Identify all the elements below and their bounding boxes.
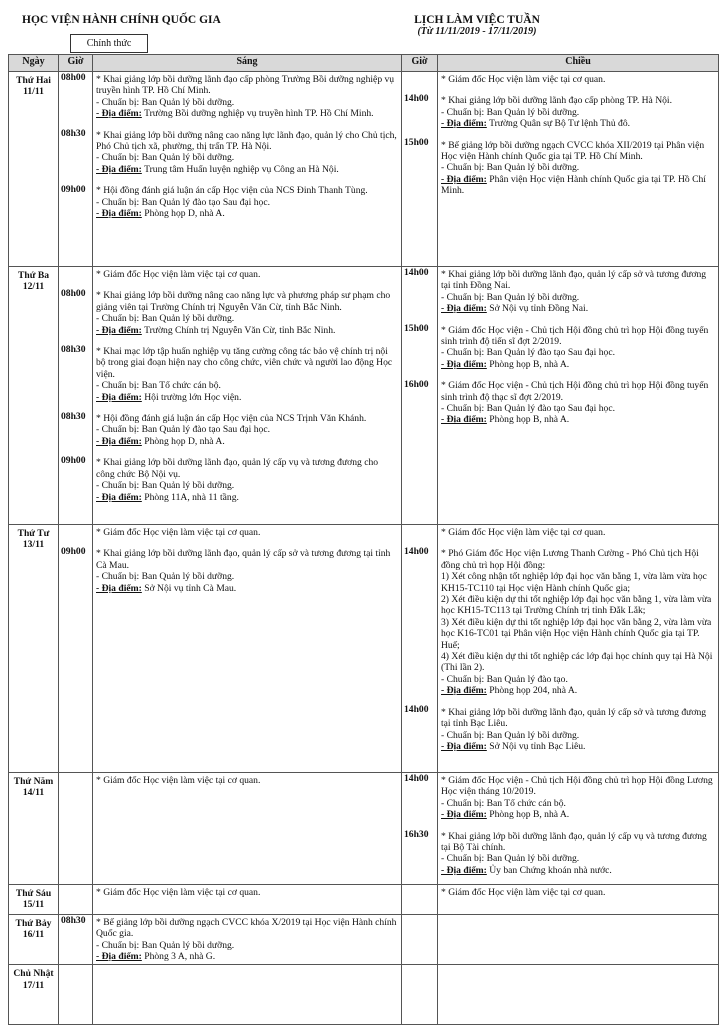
- day-cell: [9, 965, 59, 1025]
- place-label: - Địa điểm:: [441, 809, 487, 821]
- day-date: 12/11: [22, 281, 45, 293]
- prep-label: - Chuẩn bị:: [441, 162, 485, 174]
- time-label: 09h00: [61, 184, 86, 195]
- entry-place: [96, 325, 398, 336]
- entry-text: * Khai giảng lớp bồi dưỡng lãnh đạo, quản lý cấp sở và tương đương tại tỉnh Bạc Liêu.: [441, 706, 707, 730]
- day-date: 17/11: [22, 979, 45, 991]
- day-name: Thứ Hai: [16, 75, 51, 86]
- place-value: Phòng họp B, nhà A.: [489, 358, 570, 370]
- org-name: HỌC VIỆN HÀNH CHÍNH QUỐC GIA: [22, 14, 221, 26]
- entry-place: [441, 118, 715, 129]
- prep-value: Ban Quản lý bồi dưỡng.: [141, 96, 235, 108]
- schedule-entry: [96, 887, 398, 898]
- place-label: - Địa điểm:: [96, 491, 142, 503]
- entry-time: [404, 72, 435, 83]
- prep-value: Ban Quản lý bồi dưỡng.: [141, 152, 235, 164]
- morning-cell: [93, 773, 402, 885]
- entry-prep: [96, 313, 398, 324]
- schedule-entry: [441, 95, 715, 129]
- table-header-row: [9, 55, 719, 72]
- prep-label: - Chuẩn bị:: [96, 96, 140, 108]
- time-label: 16h30: [404, 829, 429, 840]
- entry-place: [441, 809, 715, 820]
- place-label: - Địa điểm:: [441, 864, 487, 876]
- entry-place: [96, 951, 398, 962]
- entry-text: * Hội đồng đánh giá luận án cấp Học viện của NCS Đinh Thanh Tùng.: [96, 185, 368, 197]
- entry-place: [441, 303, 715, 314]
- entry-text: * Giám đốc Học viện làm việc tại cơ quan.: [96, 887, 261, 898]
- entry-place: [96, 583, 398, 594]
- morning-time-cell: [59, 525, 93, 773]
- place-value: Trung tâm Huấn luyện nghiệp vụ Công an Hà Nội.: [144, 163, 339, 175]
- entry-time: [61, 288, 90, 334]
- status-badge: Chính thức: [70, 34, 148, 53]
- prep-label: - Chuẩn bị:: [96, 939, 140, 951]
- entry-text: * Khai giảng lớp bồi dưỡng lãnh đạo, quản lý cấp vụ và tương đương cho công chức Bộ Nội vụ.: [96, 457, 379, 480]
- entry-time: [404, 379, 435, 425]
- prep-label: - Chuẩn bị:: [441, 729, 485, 741]
- place-value: Ủy ban Chứng khoán nhà nước.: [489, 864, 612, 876]
- entry-prep: [441, 347, 715, 358]
- morning-cell: [93, 965, 402, 1025]
- day-name: Thứ Sáu: [15, 888, 52, 899]
- entry-prep: [96, 152, 398, 163]
- schedule-entry: [441, 775, 715, 821]
- entry-prep: [441, 162, 715, 173]
- time-label: 09h00: [61, 455, 86, 466]
- entry-place: [441, 414, 715, 425]
- prep-value: Ban Quản lý bồi dưỡng.: [486, 106, 580, 118]
- place-value: Sở Nội vụ tỉnh Bạc Liêu.: [489, 740, 586, 752]
- entry-text: * Bế giảng lớp bồi dưỡng ngạch CVCC khóa X/2019 tại Học viện Hành chính Quốc gia.: [96, 916, 397, 940]
- afternoon-time-cell: [402, 965, 438, 1025]
- place-label: - Địa điểm:: [441, 414, 487, 426]
- day-row: [9, 525, 719, 773]
- place-label: - Địa điểm:: [441, 118, 487, 130]
- prep-label: - Chuẩn bị:: [96, 313, 140, 325]
- time-label: 08h30: [61, 914, 86, 926]
- entry-time: [404, 137, 435, 194]
- entry-text: * Bế giảng lớp bồi dưỡng ngạch CVCC khóa XII/2019 tại Phân viện Học viện Hành chính Quốc gia tại TP. Hồ Chí Minh.: [441, 139, 705, 163]
- morning-time-cell: [59, 267, 93, 525]
- entry-time: [61, 525, 90, 536]
- afternoon-cell: [438, 885, 719, 915]
- entry-text: * Giám đốc Học viện - Chủ tịch Hội đồng chủ trì họp Hội đồng tuyển sinh trình độ tiến sĩ đợt 2/2019.: [441, 324, 709, 348]
- prep-value: Ban Quản lý bồi dưỡng.: [141, 939, 235, 951]
- entry-time: [61, 267, 90, 278]
- prep-value: Ban Quản lý đào tạo.: [486, 673, 568, 685]
- day-cell: [9, 525, 59, 773]
- schedule-entry: [441, 325, 715, 371]
- place-label: - Địa điểm:: [441, 303, 487, 315]
- day-cell: [9, 773, 59, 885]
- time-label: 14h00: [404, 93, 429, 104]
- place-value: Phòng họp B, nhà A.: [489, 414, 570, 426]
- schedule-entry: [96, 290, 398, 336]
- prep-value: Ban Quản lý bồi dưỡng.: [141, 480, 235, 492]
- schedule-entry: [441, 831, 715, 877]
- day-name: Thứ Bảy: [15, 917, 52, 929]
- schedule-entry: [441, 887, 715, 898]
- place-value: Phòng họp B, nhà A.: [489, 809, 570, 821]
- entry-prep: [441, 292, 715, 303]
- morning-time-cell: [59, 885, 93, 915]
- entry-text: * Khai giảng lớp bồi dưỡng nâng cao năng lực lãnh đạo, quản lý cho Chủ tịch, Phó Chủ tịch xã, phường, thị trấn TP. Hà Nội.: [96, 129, 397, 153]
- day-cell: [9, 72, 59, 267]
- entry-prep: [441, 674, 715, 685]
- time-label: 14h00: [404, 546, 429, 557]
- place-label: - Địa điểm:: [96, 163, 142, 175]
- schedule-entry: [96, 346, 398, 403]
- entry-place: [96, 392, 398, 403]
- afternoon-time-cell: [402, 885, 438, 915]
- afternoon-cell: [438, 965, 719, 1025]
- place-label: - Địa điểm:: [96, 582, 142, 594]
- entry-time: [61, 915, 90, 961]
- schedule-entry: [96, 527, 398, 538]
- day-cell: [9, 885, 59, 915]
- prep-value: Ban Quản lý bồi dưỡng.: [486, 853, 580, 865]
- prep-label: - Chuẩn bị:: [96, 152, 140, 164]
- schedule-table: [8, 54, 719, 1025]
- entry-time: [404, 704, 435, 750]
- entry-place: [441, 865, 715, 876]
- place-value: Phòng 3 A, nhà G.: [144, 951, 216, 963]
- schedule-entry: [96, 917, 398, 963]
- entry-prep: [96, 380, 398, 391]
- entry-text: * Khai mạc lớp tập huấn nghiệp vụ tăng cường công tác bảo vệ chính trị nội bộ trong giai đoạn hiện nay cho công chức, viên chức và người lao động Học viện.: [96, 346, 393, 380]
- schedule-entry: [441, 140, 715, 197]
- day-cell: [9, 267, 59, 525]
- entry-prep: [96, 197, 398, 208]
- place-value: Trường Bồi dưỡng nghiệp vụ truyền hình TP. Hồ Chí Minh.: [144, 108, 374, 120]
- entry-line: 1) Xét công nhận tốt nghiệp lớp đại học văn bằng 1, vừa làm vừa học KH15-TC110 tại Học viện Hành chính Quốc gia;: [441, 571, 707, 594]
- place-label: - Địa điểm:: [441, 685, 487, 697]
- col-morning: Sáng: [93, 55, 402, 72]
- entry-text: * Giám đốc Học viện - Chủ tịch Hội đồng chủ trì họp Hội đồng tuyển sinh trình độ thạc sĩ đợt 2/2019.: [441, 380, 709, 403]
- entry-prep: [96, 480, 398, 491]
- schedule-entry: [96, 548, 398, 594]
- entry-time: [404, 267, 435, 313]
- prep-label: - Chuẩn bị:: [96, 196, 140, 208]
- schedule-body: [9, 72, 719, 1025]
- day-date: 14/11: [22, 787, 45, 799]
- entry-time: [61, 411, 90, 445]
- place-label: - Địa điểm:: [96, 951, 142, 963]
- entry-place: [96, 108, 398, 119]
- entry-text: * Giám đốc Học viện - Chủ tịch Hội đồng chủ trì họp Hội đồng Lương Học viện tháng 10/2019.: [441, 775, 713, 798]
- entry-time: [61, 184, 90, 218]
- time-label: 14h00: [404, 773, 429, 784]
- day-row: [9, 965, 719, 1025]
- place-value: Trường Chính trị Nguyễn Văn Cừ, tỉnh Bắc Ninh.: [144, 324, 336, 336]
- prep-label: - Chuẩn bị:: [96, 571, 140, 583]
- schedule-title: [392, 14, 562, 37]
- prep-value: Ban Quản lý bồi dưỡng.: [141, 313, 235, 325]
- prep-value: Ban Quản lý đào tạo Sau đại học.: [486, 403, 615, 415]
- schedule-entry: [96, 130, 398, 176]
- schedule-entry: [441, 707, 715, 753]
- entry-text: * Khai giảng lớp bồi dưỡng lãnh đạo cấp phòng TP. Hà Nội.: [441, 95, 672, 107]
- prep-label: - Chuẩn bị:: [441, 403, 485, 415]
- entry-prep: [441, 730, 715, 741]
- day-date: 11/11: [23, 86, 44, 98]
- place-value: Phòng họp D, nhà A.: [144, 208, 225, 220]
- place-value: Hội trường lớn Học viện.: [144, 391, 242, 403]
- time-label: 15h00: [404, 137, 429, 148]
- morning-cell: [93, 885, 402, 915]
- afternoon-time-cell: [402, 914, 438, 965]
- entry-prep: [441, 107, 715, 118]
- morning-cell: [93, 72, 402, 267]
- schedule-entry: [96, 457, 398, 503]
- morning-cell: [93, 914, 402, 965]
- place-label: - Địa điểm:: [96, 208, 142, 220]
- entry-time: [61, 773, 90, 784]
- time-label: 08h30: [61, 344, 86, 355]
- morning-time-cell: [59, 914, 93, 965]
- morning-time-cell: [59, 773, 93, 885]
- entry-text: * Giám đốc Học viện làm việc tại cơ quan.: [441, 74, 606, 85]
- place-label: - Địa điểm:: [96, 108, 142, 120]
- title-text: LỊCH LÀM VIỆC TUẦN: [414, 14, 540, 26]
- prep-label: - Chuẩn bị:: [96, 480, 140, 492]
- morning-cell: [93, 267, 402, 525]
- entry-time: [61, 885, 90, 896]
- entry-text: * Phó Giám đốc Học viện Lương Thanh Cường - Phó Chủ tịch Hội đồng chủ trì họp Hội đồng:: [441, 548, 699, 571]
- schedule-entry: [96, 269, 398, 280]
- day-date: 13/11: [22, 539, 45, 551]
- place-value: Sở Nội vụ tỉnh Cà Mau.: [144, 582, 237, 594]
- entry-prep: [96, 97, 398, 108]
- morning-time-cell: [59, 72, 93, 267]
- prep-label: - Chuẩn bị:: [96, 380, 140, 392]
- schedule-entry: [96, 185, 398, 219]
- time-label: 08h30: [61, 128, 86, 139]
- entry-place: [96, 208, 398, 219]
- prep-value: Ban Quản lý đào tạo Sau đại học.: [141, 196, 270, 208]
- day-cell: [9, 914, 59, 965]
- place-value: Phân viện Học viện Hành chính Quốc gia tại TP. Hồ Chí Minh.: [441, 173, 706, 197]
- day-row: [9, 267, 719, 525]
- col-day: Ngày: [9, 55, 59, 72]
- time-label: 16h00: [404, 379, 429, 390]
- entry-prep: [441, 798, 715, 809]
- entry-time: [404, 773, 435, 819]
- day-row: [9, 72, 719, 267]
- prep-value: Ban Quản lý bồi dưỡng.: [486, 291, 580, 303]
- time-label: 09h00: [61, 546, 86, 557]
- col-time-morning: Giờ: [59, 55, 93, 72]
- prep-label: - Chuẩn bị:: [441, 347, 485, 359]
- schedule-entry: [441, 527, 715, 538]
- time-label: 15h00: [404, 323, 429, 334]
- schedule-entry: [96, 74, 398, 120]
- entry-time: [404, 525, 435, 536]
- day-row: [9, 914, 719, 965]
- place-value: Phòng họp 204, nhà A.: [489, 685, 578, 697]
- afternoon-time-cell: [402, 72, 438, 267]
- entry-text: * Khai giảng lớp bồi dưỡng lãnh đạo, quản lý cấp vụ và tương đương tại Bộ Tài chính.: [441, 830, 707, 854]
- prep-label: - Chuẩn bị:: [441, 797, 485, 809]
- place-label: - Địa điểm:: [96, 324, 142, 336]
- day-date: 15/11: [22, 899, 45, 911]
- entry-time: [404, 93, 435, 127]
- entry-line: 4) Xét điều kiện dự thi tốt nghiệp các lớp đại học chính quy tại Hà Nội (Thi lần 2).: [441, 651, 713, 674]
- entry-text: * Khai giảng lớp bồi dưỡng lãnh đạo, quản lý cấp sở và tương đương tại tỉnh Cà Mau.: [96, 548, 391, 571]
- morning-time-cell: [59, 965, 93, 1025]
- prep-label: - Chuẩn bị:: [96, 424, 140, 436]
- entry-line: 3) Xét điều kiện dự thi tốt nghiệp lớp đại học văn bằng 2, vừa làm vừa học K16-TC01 tại Phân viện Học viện Hành chính Quốc gia tại TP. Huế;: [441, 616, 712, 651]
- entry-place: [441, 685, 715, 696]
- place-value: Phòng họp D, nhà A.: [144, 435, 225, 447]
- time-label: 14h00: [404, 704, 429, 715]
- entry-place: [96, 492, 398, 503]
- schedule-entry: [441, 269, 715, 315]
- prep-value: Ban Quản lý đào tạo Sau đại học.: [486, 347, 615, 359]
- entry-time: [61, 455, 90, 501]
- place-label: - Địa điểm:: [441, 740, 487, 752]
- entry-text: * Hội đồng đánh giá luận án cấp Học viện của NCS Trịnh Văn Khánh.: [96, 413, 367, 425]
- col-time-afternoon: Giờ: [402, 55, 438, 72]
- entry-time: [61, 128, 90, 174]
- entry-text: * Giám đốc Học viện làm việc tại cơ quan.: [96, 527, 261, 538]
- entry-place: [441, 359, 715, 370]
- place-label: - Địa điểm:: [96, 435, 142, 447]
- prep-value: Ban Quản lý bồi dưỡng.: [486, 162, 580, 174]
- prep-value: Ban Quản lý đào tạo Sau đại học.: [141, 424, 270, 436]
- schedule-entry: [441, 548, 715, 696]
- place-label: - Địa điểm:: [96, 391, 142, 403]
- time-label: 14h00: [404, 267, 429, 278]
- entry-time: [404, 885, 435, 896]
- entry-text: * Giám đốc Học viện làm việc tại cơ quan.: [96, 775, 261, 786]
- schedule-entry: [96, 413, 398, 447]
- afternoon-cell: [438, 914, 719, 965]
- day-name: Thứ Năm: [13, 776, 54, 787]
- place-value: Sở Nội vụ tỉnh Đồng Nai.: [489, 303, 589, 315]
- date-range: (Từ 11/11/2019 - 17/11/2019): [417, 26, 537, 37]
- place-label: - Địa điểm:: [441, 173, 487, 185]
- day-name: Chủ Nhật: [13, 968, 54, 980]
- entry-time: [61, 344, 90, 401]
- place-value: Trường Quân sự Bộ Tư lệnh Thủ đô.: [489, 118, 631, 130]
- entry-line: 2) Xét điều kiện dự thi tốt nghiệp lớp đại học văn bằng 1, vừa làm vừa học KH15-TC113 tại Trường Chính trị tỉnh Đắk Lắk;: [441, 594, 712, 617]
- prep-label: - Chuẩn bị:: [441, 853, 485, 865]
- schedule-entry: [441, 380, 715, 426]
- col-afternoon: Chiều: [438, 55, 719, 72]
- place-value: Phòng 11A, nhà 11 tầng.: [144, 491, 239, 503]
- day-row: [9, 773, 719, 885]
- prep-value: Ban Tổ chức cán bộ.: [486, 797, 566, 809]
- entry-place: [441, 174, 715, 197]
- entry-time: [404, 829, 435, 875]
- afternoon-cell: [438, 267, 719, 525]
- afternoon-time-cell: [402, 267, 438, 525]
- entry-place: [96, 436, 398, 447]
- time-label: 08h00: [61, 72, 86, 83]
- entry-time: [404, 323, 435, 369]
- prep-value: Ban Tổ chức cán bộ.: [141, 380, 221, 392]
- afternoon-cell: [438, 525, 719, 773]
- afternoon-time-cell: [402, 773, 438, 885]
- prep-label: - Chuẩn bị:: [441, 106, 485, 118]
- prep-label: - Chuẩn bị:: [441, 291, 485, 303]
- entry-prep: [96, 424, 398, 435]
- entry-time: [404, 546, 435, 694]
- entry-place: [441, 741, 715, 752]
- prep-value: Ban Quản lý bồi dưỡng.: [486, 729, 580, 741]
- prep-label: - Chuẩn bị:: [441, 673, 485, 685]
- day-row: [9, 885, 719, 915]
- schedule-entry: [441, 74, 715, 85]
- prep-value: Ban Quản lý bồi dưỡng.: [141, 571, 235, 583]
- time-label: 08h30: [61, 411, 86, 422]
- entry-text: * Giám đốc Học viện làm việc tại cơ quan.: [441, 527, 606, 538]
- entry-place: [96, 164, 398, 175]
- entry-time: [61, 546, 90, 592]
- afternoon-cell: [438, 72, 719, 267]
- place-label: - Địa điểm:: [441, 358, 487, 370]
- entry-time: [61, 72, 90, 118]
- morning-cell: [93, 525, 402, 773]
- afternoon-time-cell: [402, 525, 438, 773]
- day-name: Thứ Tư: [17, 528, 50, 539]
- entry-text: * Khai giảng lớp bồi dưỡng lãnh đạo, quản lý cấp sở và tương đương tại tỉnh Đồng Nai.: [441, 269, 707, 292]
- entry-prep: [441, 853, 715, 864]
- afternoon-cell: [438, 773, 719, 885]
- entry-text: * Giám đốc Học viện làm việc tại cơ quan.: [96, 269, 261, 280]
- day-name: Thứ Ba: [17, 270, 50, 281]
- entry-prep: [96, 940, 398, 951]
- entry-text: * Khai giảng lớp bồi dưỡng nâng cao năng lực và phương pháp sư phạm cho giảng viên tại Trường Chính trị Nguyễn Văn Cừ, tỉnh Bắc Ninh.: [96, 290, 391, 313]
- entry-text: * Khai giảng lớp bồi dưỡng lãnh đạo cấp phòng Trường Bồi dưỡng nghiệp vụ truyền hình TP. Hồ Chí Minh.: [96, 74, 395, 97]
- schedule-entry: [96, 775, 398, 786]
- time-label: 08h00: [61, 288, 86, 299]
- entry-prep: [441, 403, 715, 414]
- day-date: 16/11: [22, 929, 45, 941]
- entry-text: * Giám đốc Học viện làm việc tại cơ quan.: [441, 887, 606, 898]
- entry-prep: [96, 571, 398, 582]
